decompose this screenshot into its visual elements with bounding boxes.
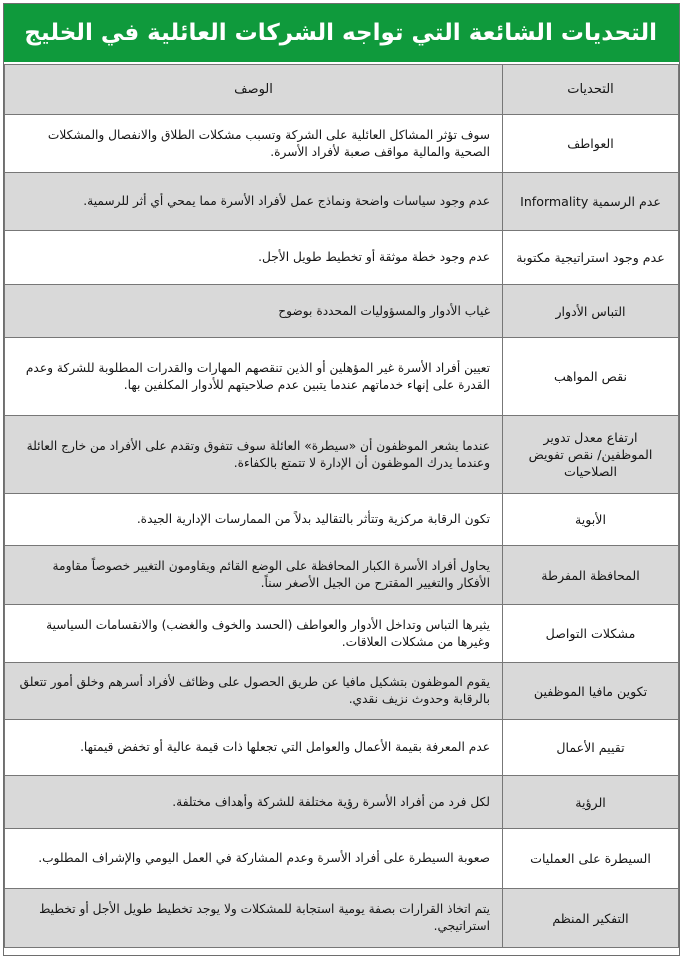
description-cell: غياب الأدوار والمسؤوليات المحددة بوضوح	[5, 285, 503, 338]
description-cell: تعيين أفراد الأسرة غير المؤهلين أو الذين تنقصهم المهارات والقدرات المطلوبة للشركة وعدم القدرة على إنهاء خدماتهم عندما يتبين عدم صلاحيتهم للأدوار المكلفين بها.	[5, 338, 503, 416]
description-cell: عندما يشعر الموظفون أن «سيطرة» العائلة سوف تتفوق وتقدم على الأفراد من خارج العائلة وعندما يدرك الموظفون أن الإدارة لا تتمتع بالكفاءة.	[5, 416, 503, 494]
challenge-cell: عدم وجود استراتيجية مكتوبة	[503, 231, 679, 285]
challenge-cell: عدم الرسمية Informality	[503, 173, 679, 231]
description-cell: يحاول أفراد الأسرة الكبار المحافظة على الوضع القائم ويقاومون التغيير خصوصاً مقاومة الأفكار والتغيير المقترح من الجيل الأصغر سناً.	[5, 546, 503, 605]
challenge-cell: السيطرة على العمليات	[503, 829, 679, 889]
challenge-cell: ارتفاع معدل تدوير الموظفين/ نقص تفويض الصلاحيات	[503, 416, 679, 494]
page-title: التحديات الشائعة التي تواجه الشركات العائلية في الخليج	[4, 4, 679, 64]
table-row	[5, 663, 679, 720]
challenge-cell: التباس الأدوار	[503, 285, 679, 338]
table-row	[5, 720, 679, 776]
table-row	[5, 605, 679, 663]
description-cell: صعوبة السيطرة على أفراد الأسرة وعدم المشاركة في العمل اليومي والإشراف المطلوب.	[5, 829, 503, 889]
table-row	[5, 231, 679, 285]
challenge-cell: نقص المواهب	[503, 338, 679, 416]
challenge-cell: المحافظة المفرطة	[503, 546, 679, 605]
description-cell: يثيرها التباس وتداخل الأدوار والعواطف (الحسد والخوف والغضب) والانقسامات السياسية وغيرها من مشكلات العلاقات.	[5, 605, 503, 663]
description-cell: يقوم الموظفون بتشكيل مافيا عن طريق الحصول على وظائف لأفراد أسرهم وخلق أمور تتعلق بالرقابة وحدوث نزيف نقدي.	[5, 663, 503, 720]
table-row	[5, 889, 679, 948]
description-cell: لكل فرد من أفراد الأسرة رؤية مختلفة للشركة وأهداف مختلفة.	[5, 776, 503, 829]
description-cell: سوف تؤثر المشاكل العائلية على الشركة وتسبب مشكلات الطلاق والانفصال والمشكلات الصحية والمالية مواقف صعبة لأفراد الأسرة.	[5, 115, 503, 173]
header-description: الوصف	[5, 65, 503, 115]
challenge-cell: الأبوية	[503, 494, 679, 546]
challenges-table	[4, 64, 679, 948]
description-cell: تكون الرقابة مركزية وتتأثر بالتقاليد بدلاً من الممارسات الإدارية الجيدة.	[5, 494, 503, 546]
description-cell: عدم وجود سياسات واضحة ونماذج عمل لأفراد الأسرة مما يمحي أي أثر للرسمية.	[5, 173, 503, 231]
table-row	[5, 338, 679, 416]
table-row	[5, 546, 679, 605]
table-row	[5, 115, 679, 173]
table-row	[5, 173, 679, 231]
challenge-cell: التفكير المنظم	[503, 889, 679, 948]
description-cell: يتم اتخاذ القرارات بصفة يومية استجابة للمشكلات ولا يوجد تخطيط طويل الأجل أو تخطيط استراتيجي.	[5, 889, 503, 948]
infographic-frame	[3, 3, 680, 956]
challenge-cell: الرؤية	[503, 776, 679, 829]
table-header-row	[5, 65, 679, 115]
challenge-cell: تقييم الأعمال	[503, 720, 679, 776]
table-row	[5, 776, 679, 829]
description-cell: عدم المعرفة بقيمة الأعمال والعوامل التي تجعلها ذات قيمة عالية أو تخفض قيمتها.	[5, 720, 503, 776]
description-cell: عدم وجود خطة موثقة أو تخطيط طويل الأجل.	[5, 231, 503, 285]
header-challenges: التحديات	[503, 65, 679, 115]
challenge-cell: تكوين مافيا الموظفين	[503, 663, 679, 720]
challenge-cell: العواطف	[503, 115, 679, 173]
table-row	[5, 829, 679, 889]
table-row	[5, 416, 679, 494]
challenge-cell: مشكلات التواصل	[503, 605, 679, 663]
table-row	[5, 494, 679, 546]
table-row	[5, 285, 679, 338]
